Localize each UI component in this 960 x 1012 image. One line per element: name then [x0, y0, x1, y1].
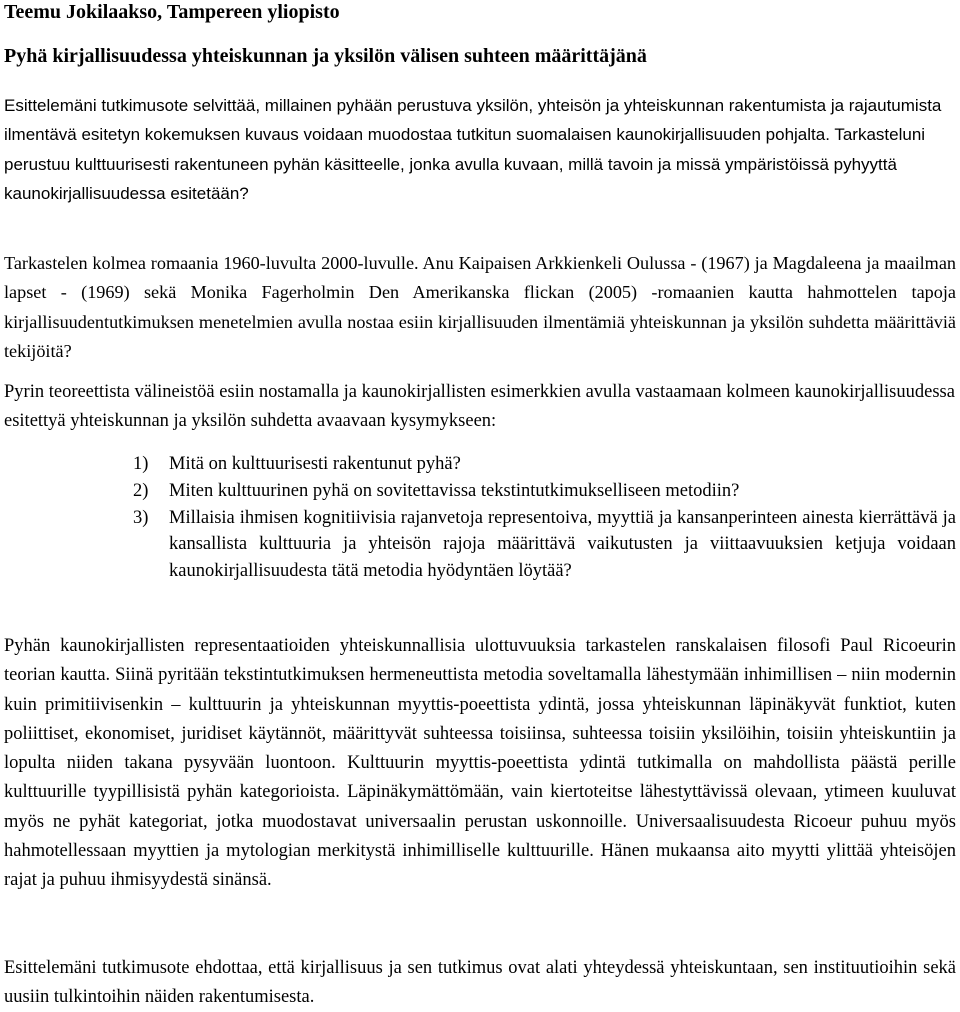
author-line: Teemu Jokilaakso, Tampereen yliopisto — [4, 1, 340, 23]
question-number: 1) — [133, 454, 149, 474]
question-item — [4, 478, 956, 505]
paragraph-conclusion: Esittelemäni tutkimusote ehdottaa, että kirjallisuus ja sen tutkimus ovat alati yhteydessä yhteiskuntaan, sen instituutioihin sekä uusiin tulkintoihin näiden rakentumisesta. — [4, 958, 956, 1007]
question-list — [4, 451, 956, 585]
question-number: 2) — [133, 480, 149, 501]
question-text: Millaisia ihmisen kognitiivisia rajanvetoja representoiva, myyttiä ja kansanperinteen ainesta kierrättävä ja kansallista kulttuuria ja yhteisön rajoja määrittävä vaikutusten ja viittaavuuksien ketjuja voidaan kaunokirjallisuudesta tätä metodia hyödyntäen löytää? — [169, 507, 956, 582]
question-number: 3) — [133, 507, 149, 528]
paragraph-intro: Esittelemäni tutkimusote selvittää, millainen pyhään perustuva yksilön, yhteisön ja yhteiskunnan rakentumista ja rajautumista ilmentävä esitetyn kokemuksen kuvaus voidaan muodostaa tutkitun suomalaisen kaunokirjallisuuden pohjalta. Tarkasteluni perustuu kulttuurisesti rakentuneen pyhän käsitteelle, jonka avulla kuvaan, millä tavoin ja missä ympäristöissä pyhyyttä kaunokirjallisuudessa esitetään? — [4, 96, 942, 203]
paragraph-novels: Tarkastelen kolmea romaania 1960-luvulta 2000-luvulle. Anu Kaipaisen Arkkienkeli Oulussa - (1967) ja Magdaleena ja maailman lapset - (1969) sekä Monika Fagerholmin Den Amerikanska flickan (2005) -romaanien kautta hahmottelen tapoja kirjallisuudentutkimuksen menetelmien avulla nostaa esiin kirjallisuuden ilmentämiä yhteiskunnan ja yksilön suhdetta määrittäviä tekijöitä? — [4, 253, 956, 361]
paragraph-ricoeur: Pyhän kaunokirjallisten representaatioiden yhteiskunnallisia ulottuvuuksia tarkastelen ranskalaisen filosofi Paul Ricoeurin teorian kautta. Siinä pyritään tekstintutkimuksen hermeneuttista metodia soveltamalla lähestymään inhimillisen – niin modernin kuin primitiivisenkin – kulttuurin ja yhteiskunnan myyttis-poeettista ydintä, jossa yhteiskunnan läpinäkyvät funktiot, kuten poliittiset, ekonomiset, juridiset käytännöt, määrittyvät suhteessa toisiinsa, suhteessa toisiin yksilöihin, toisiin yhteiskuntiin ja lopulta niiden takana pysyvään luontoon. Kulttuurin myyttis-poeettista ydintä tutkimalla on mahdollista päästä perille kulttuurille tyypillisistä pyhän kategorioista. Läpinäkymättömään, vain kiertoteitse lähestyttävissä olevaan, ytimeen kuuluvat myös ne pyhät kategoriat, jotka muodostavat universaalin perustan uskonnoille. Universaalisuudesta Ricoeur puhuu myös hahmotellessaan myyttien ja mytologian merkitystä inhimilliselle kulttuurille. Hänen mukaansa aito myytti ylittää yhteisöjen rajat ja puhuu ihmisyydestä sinänsä. — [4, 636, 956, 891]
paragraph-questions-intro: Pyrin teoreettista välineistöä esiin nostamalla ja kaunokirjallisten esimerkkien avulla vastaamaan kolmeen kaunokirjallisuudessa esitettyä yhteiskunnan ja yksilön suhdetta avaavaan kysymykseen: — [4, 382, 955, 431]
question-text: Miten kulttuurinen pyhä on sovitettavissa tekstintutkimukselliseen metodiin? — [169, 480, 740, 501]
document-title: Pyhä kirjallisuudessa yhteiskunnan ja yksilön välisen suhteen määrittäjänä — [4, 45, 647, 67]
question-item — [4, 505, 956, 585]
question-text: Mitä on kulttuurisesti rakentunut pyhä? — [169, 454, 461, 474]
question-item — [4, 451, 956, 478]
